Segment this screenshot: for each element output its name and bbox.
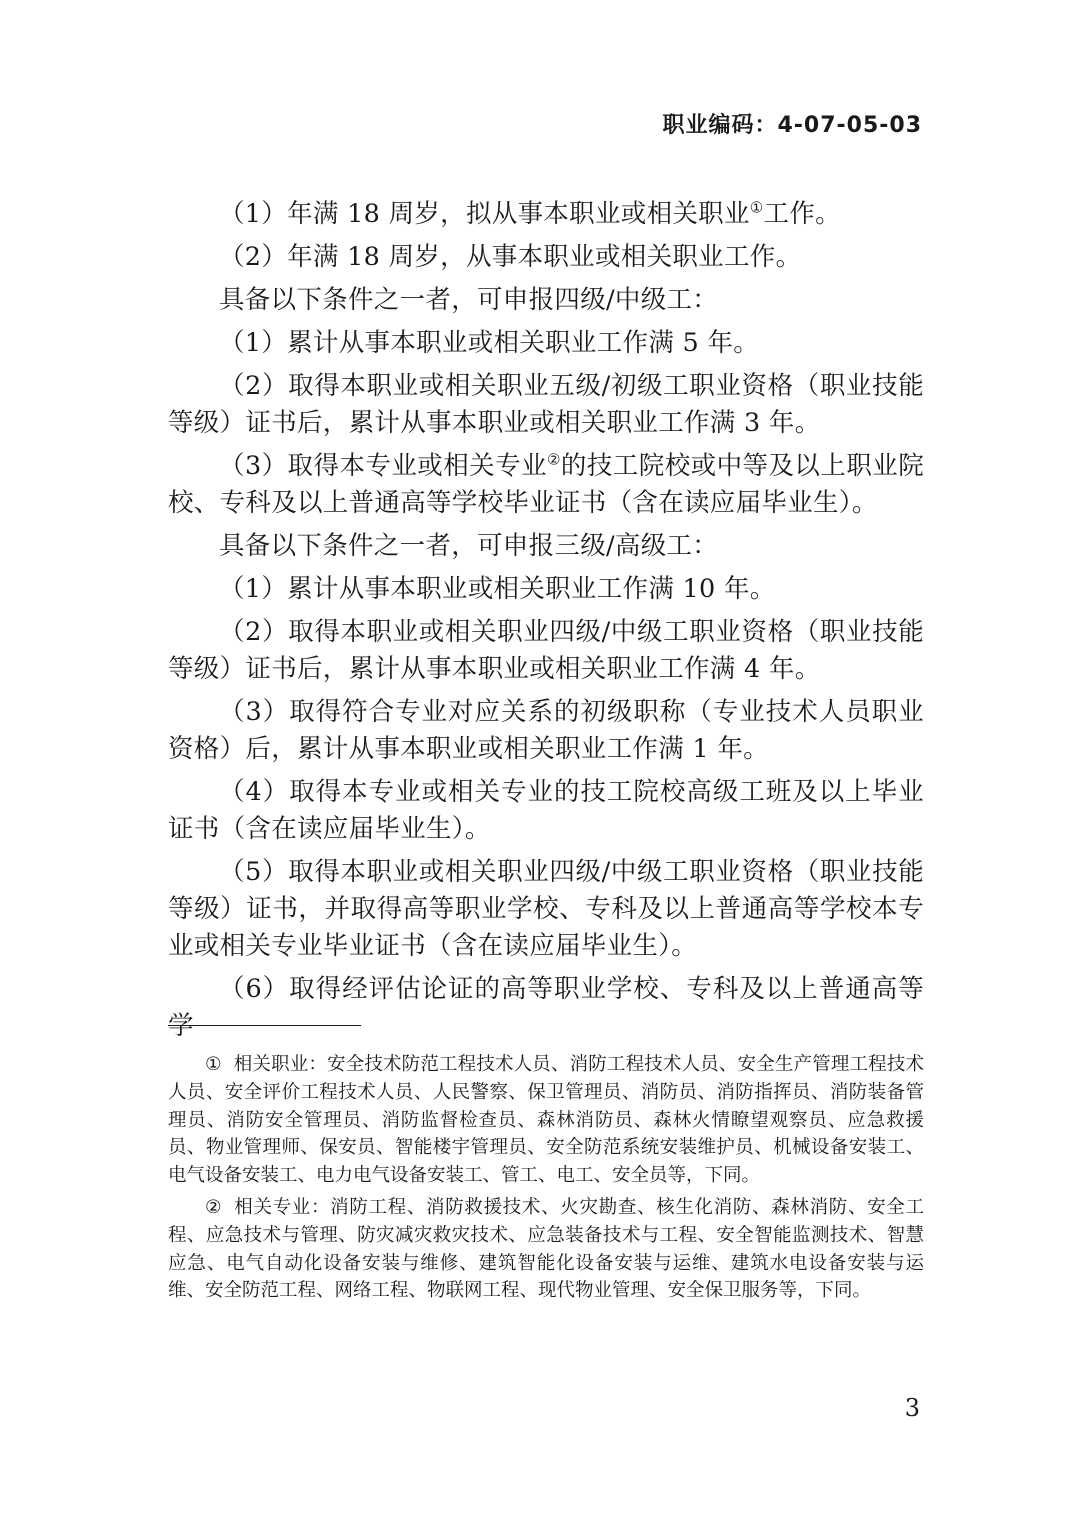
paragraph bbox=[168, 325, 924, 362]
footnote-text: 相关职业：安全技术防范工程技术人员、消防工程技术人员、安全生产管理工程技术人员、安全评价工程技术人员、人民警察、保卫管理员、消防员、消防指挥员、消防装备管理员、消防安全管理员、消防监督检查员、森林消防员、森林火情瞭望观察员、应急救援员、物业管理师、保安员、智能楼宇管理员、安全防范系统安装维护员、机械设备安装工、电气设备安装工、电力电气设备安装工、管工、电工、安全员等，下同。 bbox=[168, 1054, 924, 1187]
footnote-mark: ② bbox=[205, 1196, 223, 1218]
paragraph-text: （1）累计从事本职业或相关职业工作满 5 年。 bbox=[219, 328, 760, 358]
paragraph-text: （3）取得符合专业对应关系的初级职称（专业技术人员职业资格）后，累计从事本职业或相关职业工作满 1 年。 bbox=[168, 697, 924, 764]
footnote-ref[interactable]: ① bbox=[749, 198, 764, 217]
paragraph-text: （2）年满 18 周岁，从事本职业或相关职业工作。 bbox=[219, 242, 802, 272]
paragraph-text: 具备以下条件之一者，可申报三级/高级工： bbox=[219, 531, 719, 561]
paragraph-text: （5）取得本职业或相关职业四级/中级工职业资格（职业技能等级）证书，并取得高等职业学校、专科及以上普通高等学校本专业或相关专业毕业证书（含在读应届毕业生）。 bbox=[168, 857, 924, 961]
paragraph bbox=[168, 448, 924, 522]
paragraph bbox=[168, 368, 924, 442]
paragraph-text: （1）年满 18 周岁，拟从事本职业或相关职业 bbox=[219, 199, 750, 229]
page-number: 3 bbox=[904, 1394, 920, 1422]
paragraph bbox=[168, 854, 924, 965]
paragraph bbox=[168, 196, 924, 233]
paragraph-text: （2）取得本职业或相关职业四级/中级工职业资格（职业技能等级）证书后，累计从事本职业或相关职业工作满 4 年。 bbox=[168, 617, 924, 684]
paragraph-text: （3）取得本专业或相关专业 bbox=[219, 451, 548, 481]
paragraph-text: 工作。 bbox=[763, 199, 841, 229]
footnote bbox=[168, 1051, 924, 1190]
paragraph-text: （2）取得本职业或相关职业五级/初级工职业资格（职业技能等级）证书后，累计从事本职业或相关职业工作满 3 年。 bbox=[168, 371, 924, 438]
paragraph bbox=[168, 571, 924, 608]
paragraph bbox=[168, 282, 924, 319]
footnotes bbox=[168, 1051, 924, 1309]
paragraph bbox=[168, 239, 924, 276]
paragraph bbox=[168, 694, 924, 768]
footnote-text: 相关专业：消防工程、消防救援技术、火灾勘查、核生化消防、森林消防、安全工程、应急技术与管理、防灾减灾救灾技术、应急装备技术与工程、安全智能监测技术、智慧应急、电气自动化设备安装与维修、建筑智能化设备安装与运维、建筑水电设备安装与运维、安全防范工程、网络工程、物联网工程、现代物业管理、安全保卫服务等，下同。 bbox=[168, 1196, 924, 1302]
paragraph bbox=[168, 528, 924, 565]
footnote-mark: ① bbox=[205, 1054, 222, 1075]
paragraph-text: （6）取得经评估论证的高等职业学校、专科及以上普通高等学 bbox=[168, 974, 924, 1041]
paragraph bbox=[168, 774, 924, 848]
footnote bbox=[168, 1194, 924, 1305]
paragraph-text: 的技工院校或中等及以上职业院校、专科及以上普通高等学校毕业证书（含在读应届毕业生）。 bbox=[168, 451, 925, 518]
paragraph-text: 具备以下条件之一者，可申报四级/中级工： bbox=[219, 285, 719, 315]
occupation-code: 职业编码：4-07-05-03 bbox=[662, 113, 922, 138]
paragraph bbox=[168, 971, 924, 1045]
footnote-ref[interactable]: ② bbox=[547, 450, 561, 469]
paragraph-text: （1）累计从事本职业或相关职业工作满 10 年。 bbox=[219, 574, 776, 604]
paragraph bbox=[168, 614, 924, 688]
body-text bbox=[168, 196, 924, 1051]
paragraph-text: （4）取得本专业或相关专业的技工院校高级工班及以上毕业证书（含在读应届毕业生）。 bbox=[168, 777, 924, 844]
footnote-divider bbox=[168, 1025, 361, 1026]
